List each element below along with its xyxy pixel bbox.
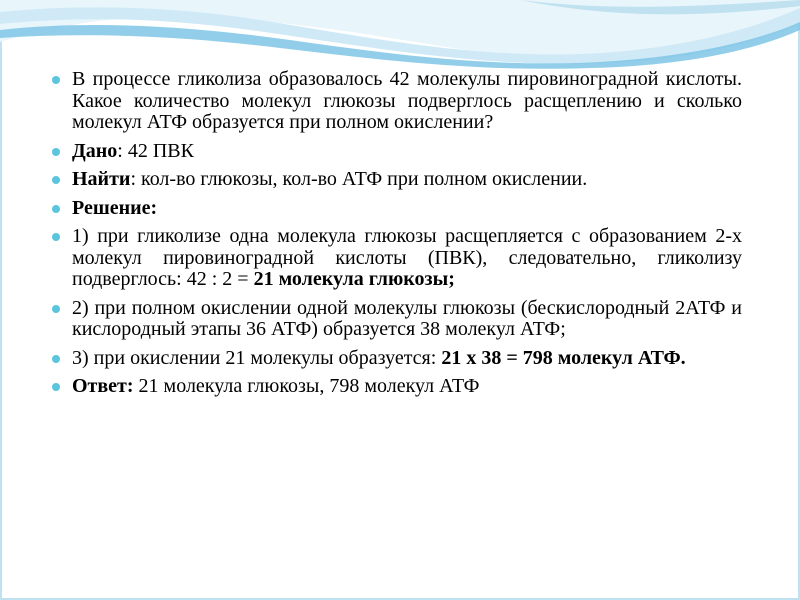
text-run: 3) при окислении 21 молекулы образуется: bbox=[72, 346, 442, 369]
bullet-dot-icon bbox=[52, 148, 60, 156]
text-run: : 42 ПВК bbox=[117, 139, 194, 162]
bullet-dot-icon bbox=[52, 76, 60, 84]
bullet-item bbox=[52, 226, 742, 291]
bullet-item bbox=[52, 298, 742, 341]
bold-text-run: Найти bbox=[72, 168, 131, 190]
header-wave-decoration bbox=[0, 0, 800, 72]
bullet-item bbox=[52, 69, 742, 134]
bullet-dot-icon bbox=[52, 233, 60, 241]
content-list bbox=[52, 69, 742, 405]
bold-text-run: 21 молекула глюкозы; bbox=[253, 268, 455, 290]
bullet-dot-icon bbox=[52, 205, 60, 213]
bold-text-run: 21 х 38 = 798 молекул АТФ. bbox=[441, 346, 686, 369]
bullet-item bbox=[52, 169, 742, 191]
text-run: В процессе гликолиза образовалось 42 молекулы пировиноградной кислоты. Какое количество молекул глюкозы подверглось расщеплению и сколько молекул АТФ образуется при полном окислении? bbox=[72, 68, 742, 133]
bold-text-run: Ответ: bbox=[72, 375, 134, 397]
bullet-item bbox=[52, 198, 742, 220]
bullet-item bbox=[52, 141, 742, 163]
bullet-dot-icon bbox=[52, 305, 60, 313]
text-run: 2) при полном окислении одной молекулы глюкозы (бескислородный 2АТФ и кислородный этапы 36 АТФ) образуется 38 молекул АТФ; bbox=[72, 296, 742, 340]
bullet-item bbox=[52, 376, 742, 398]
text-run: 21 молекула глюкозы, 798 молекул АТФ bbox=[133, 375, 480, 397]
bullet-item bbox=[52, 348, 742, 370]
bullet-dot-icon bbox=[52, 383, 60, 391]
bold-text-run: Дано bbox=[72, 139, 118, 162]
bullet-dot-icon bbox=[52, 355, 60, 363]
bold-text-run: Решение: bbox=[72, 196, 158, 219]
bullet-dot-icon bbox=[52, 176, 60, 184]
text-run: : кол-во глюкозы, кол-во АТФ при полном окислении. bbox=[130, 168, 588, 190]
text-run: 1) при гликолизе одна молекула глюкозы расщепляется с образованием 2-х молекул пировиноградной кислоты (ПВК), следовательно, гликолизу подверглось: 42 : 2 = bbox=[72, 225, 742, 290]
